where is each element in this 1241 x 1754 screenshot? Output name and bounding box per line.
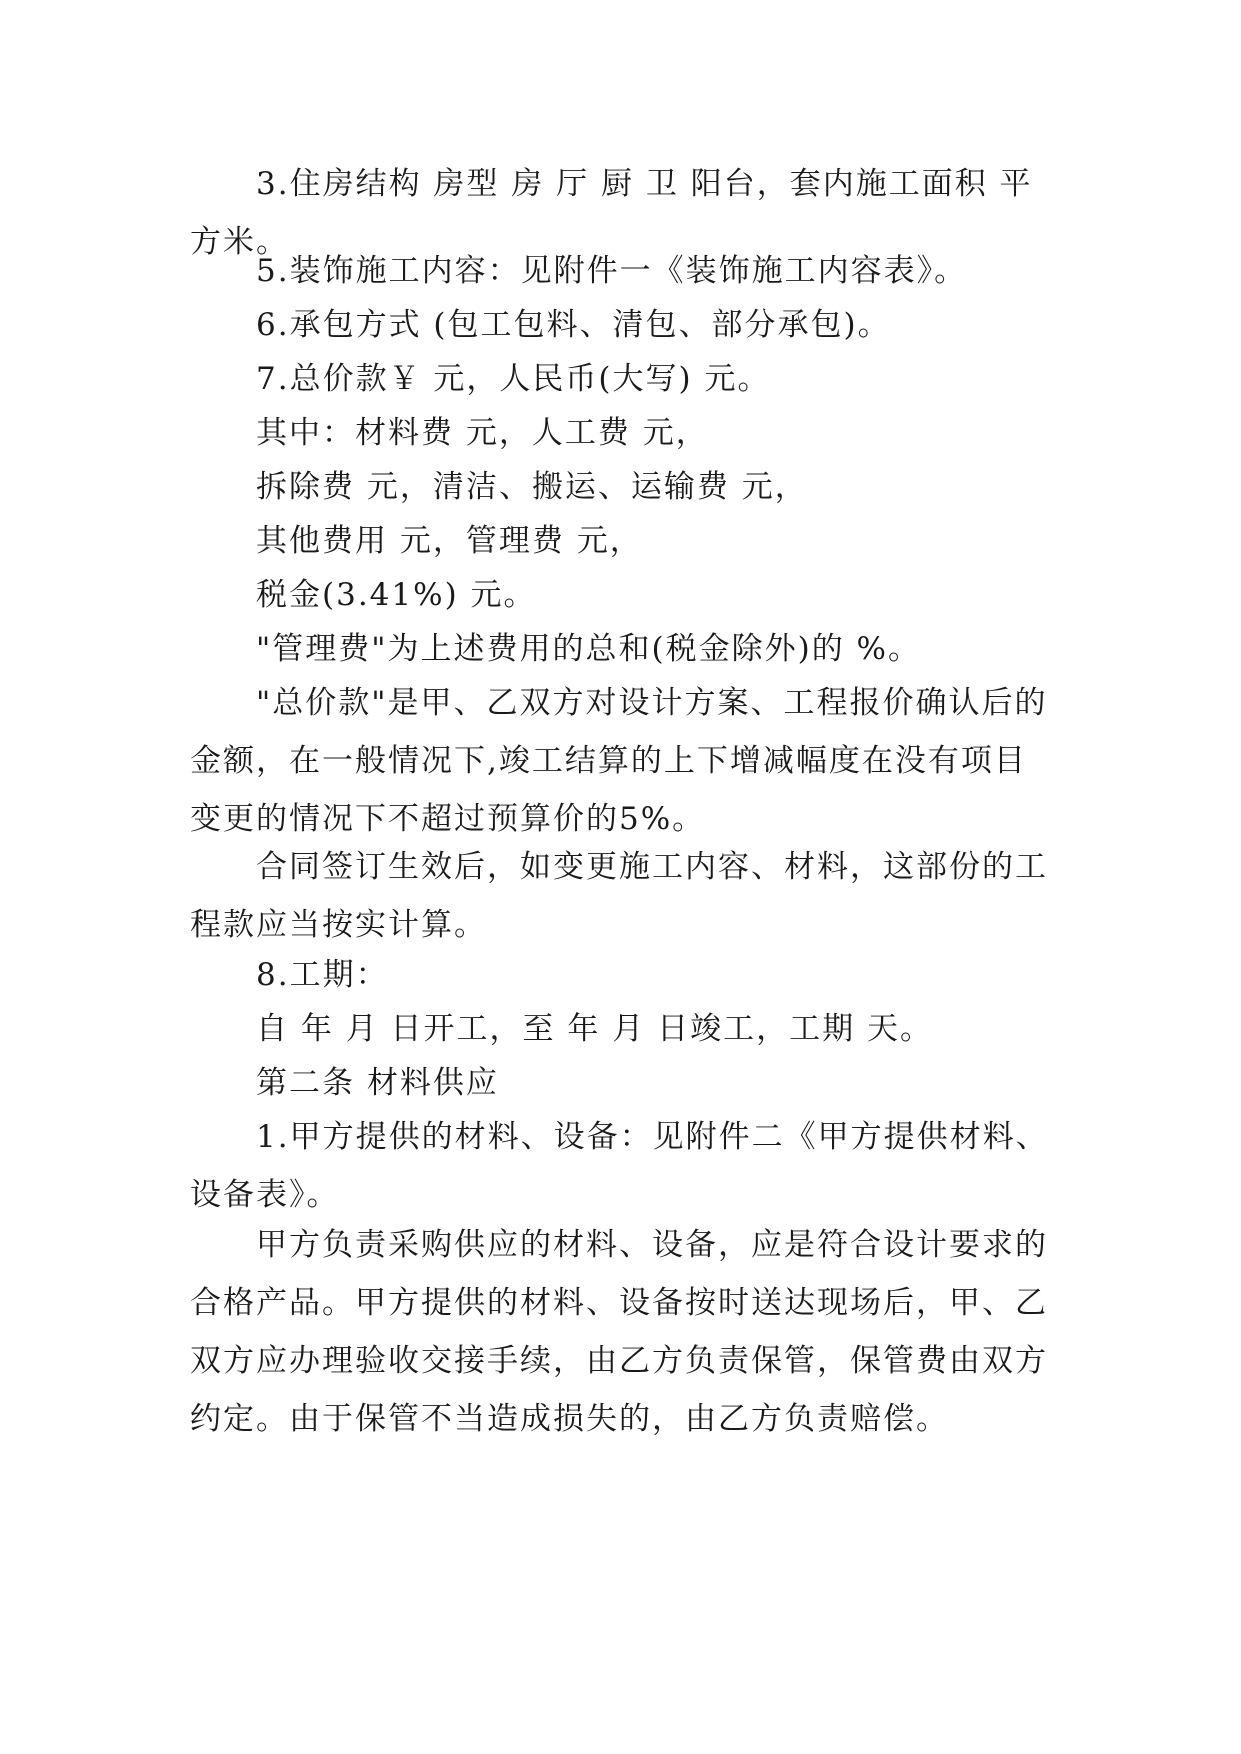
article-two-heading: 第二条 材料供应 [256, 1065, 499, 1101]
paragraph-decoration-content: 5.装饰施工内容：见附件一《装饰施工内容表》。 [256, 253, 968, 289]
paragraph-contract-change: 合同签订生效后，如变更施工内容、材料，这部份的工程款应当按实计算。 [190, 849, 1048, 943]
paragraph-schedule-dates: 自 年 月 日开工，至 年 月 日竣工，工期 天。 [256, 1011, 933, 1047]
paragraph-other-fees: 其他费用 元，管理费 元， [256, 523, 643, 559]
paragraph-schedule-heading: 8.工期： [256, 957, 389, 993]
paragraph-contract-method: 6.承包方式 (包工包料、清包、部分承包)。 [256, 307, 891, 343]
paragraph-demolition-fees: 拆除费 元，清洁、搬运、运输费 元， [256, 469, 808, 505]
paragraph-material-labor-fees: 其中：材料费 元，人工费 元， [256, 415, 709, 451]
paragraph-party-a-materials: 1.甲方提供的材料、设备：见附件二《甲方提供材料、设备表》。 [190, 1119, 1049, 1213]
paragraph-tax: 税金(3.41%) 元。 [256, 577, 537, 613]
paragraph-total-price-definition: "总价款"是甲、乙双方对设计方案、工程报价确认后的金额，在一般情况下,竣工结算的上下增减幅度在没有项目变更的情况下不超过预算价的5%。 [190, 685, 1048, 837]
paragraph-housing-structure: 3.住房结构 房型 房 厅 厨 卫 阳台，套内施工面积 平方米。 [190, 166, 1033, 260]
paragraph-total-price: 7.总价款￥ 元，人民币(大写) 元。 [256, 361, 771, 397]
paragraph-party-a-procurement: 甲方负责采购供应的材料、设备，应是符合设计要求的合格产品。甲方提供的材料、设备按时送达现场后，甲、乙双方应办理验收交接手续，由乙方负责保管，保管费由双方约定。由于保管不当造成损失的，由乙方负责赔偿。 [190, 1227, 1048, 1437]
paragraph-management-fee: "管理费"为上述费用的总和(税金除外)的 %。 [256, 631, 922, 667]
